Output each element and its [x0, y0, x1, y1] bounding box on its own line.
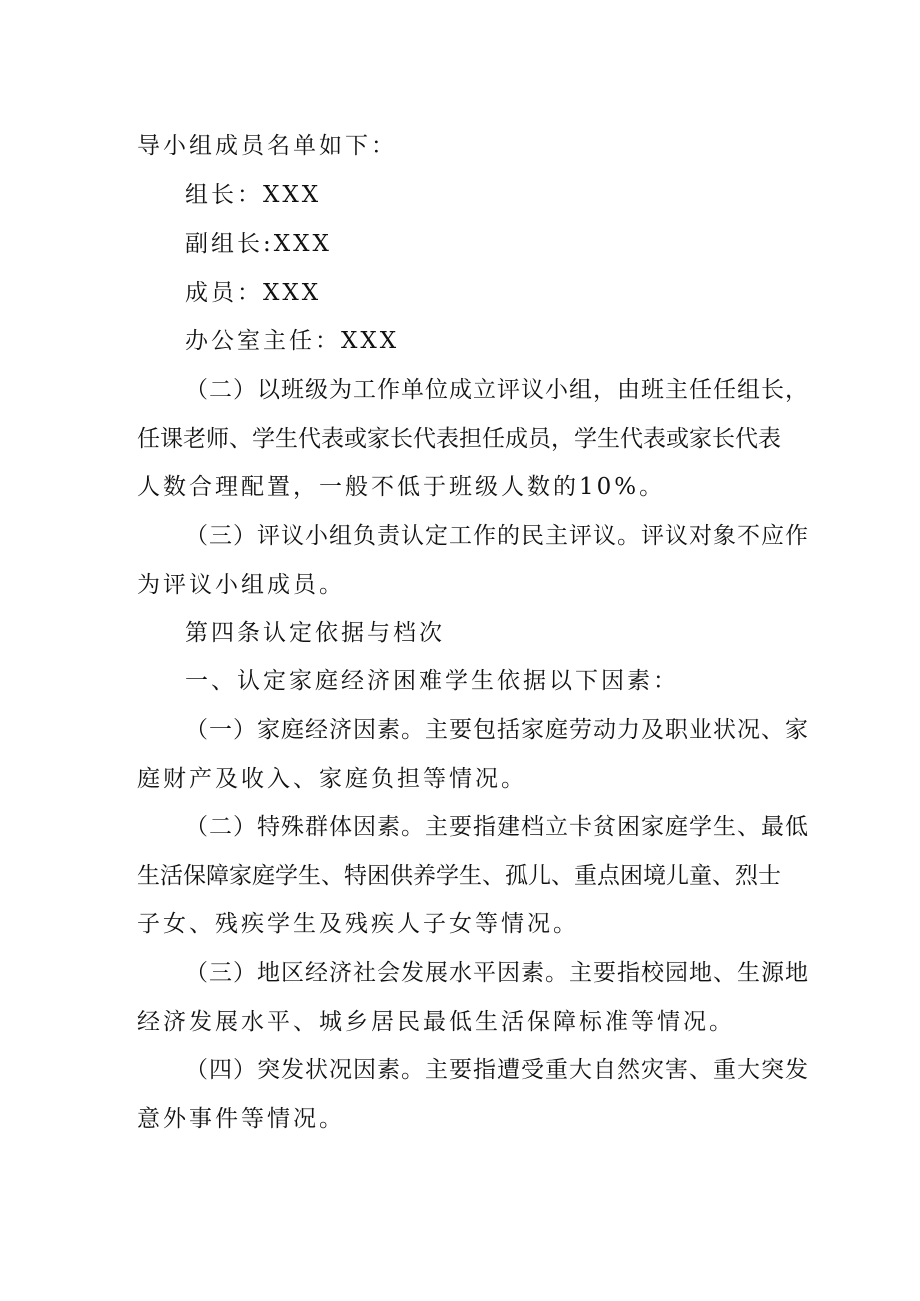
text-line: （二）特殊群体因素。主要指建档立卡贫困家庭学生、最低 — [185, 814, 809, 840]
text-line: （一）家庭经济因素。主要包括家庭劳动力及职业状况、家 — [185, 717, 809, 743]
text-line: （三）评议小组负责认定工作的民主评议。评议对象不应作 — [185, 523, 809, 549]
text-line: 办公室主任：XXX — [185, 328, 400, 354]
text-line: （四）突发状况因素。主要指遭受重大自然灾害、重大突发 — [185, 1057, 809, 1083]
section-heading: 第四条认定依据与档次 — [185, 620, 445, 646]
text-line: 成员：XXX — [185, 280, 322, 306]
text-line: 意外事件等情况。 — [137, 1106, 345, 1132]
text-line: （三）地区经济社会发展水平因素。主要指校园地、生源地 — [185, 960, 809, 986]
text-line: 导小组成员名单如下： — [137, 133, 397, 159]
text-line: 经济发展水平、城乡居民最低生活保障标准等情况。 — [137, 1009, 735, 1035]
text-line: 生活保障家庭学生、特困供养学生、孤儿、重点困境儿童、烈士 — [137, 863, 781, 889]
text-line: 组长：XXX — [185, 182, 322, 208]
text-line: 人数合理配置，一般不低于班级人数的10%。 — [137, 474, 666, 500]
text-line: 副组长:XXX — [185, 231, 332, 257]
text-line: 子女、残疾学生及残疾人子女等情况。 — [137, 911, 579, 937]
text-line: 一、认定家庭经济困难学生依据以下因素： — [185, 668, 679, 694]
text-line: 庭财产及收入、家庭负担等情况。 — [137, 766, 527, 792]
text-line: （二）以班级为工作单位成立评议小组，由班主任任组长， — [185, 377, 809, 403]
text-line: 任课老师、学生代表或家长代表担任成员，学生代表或家长代表 — [137, 426, 781, 452]
text-line: 为评议小组成员。 — [137, 572, 345, 598]
